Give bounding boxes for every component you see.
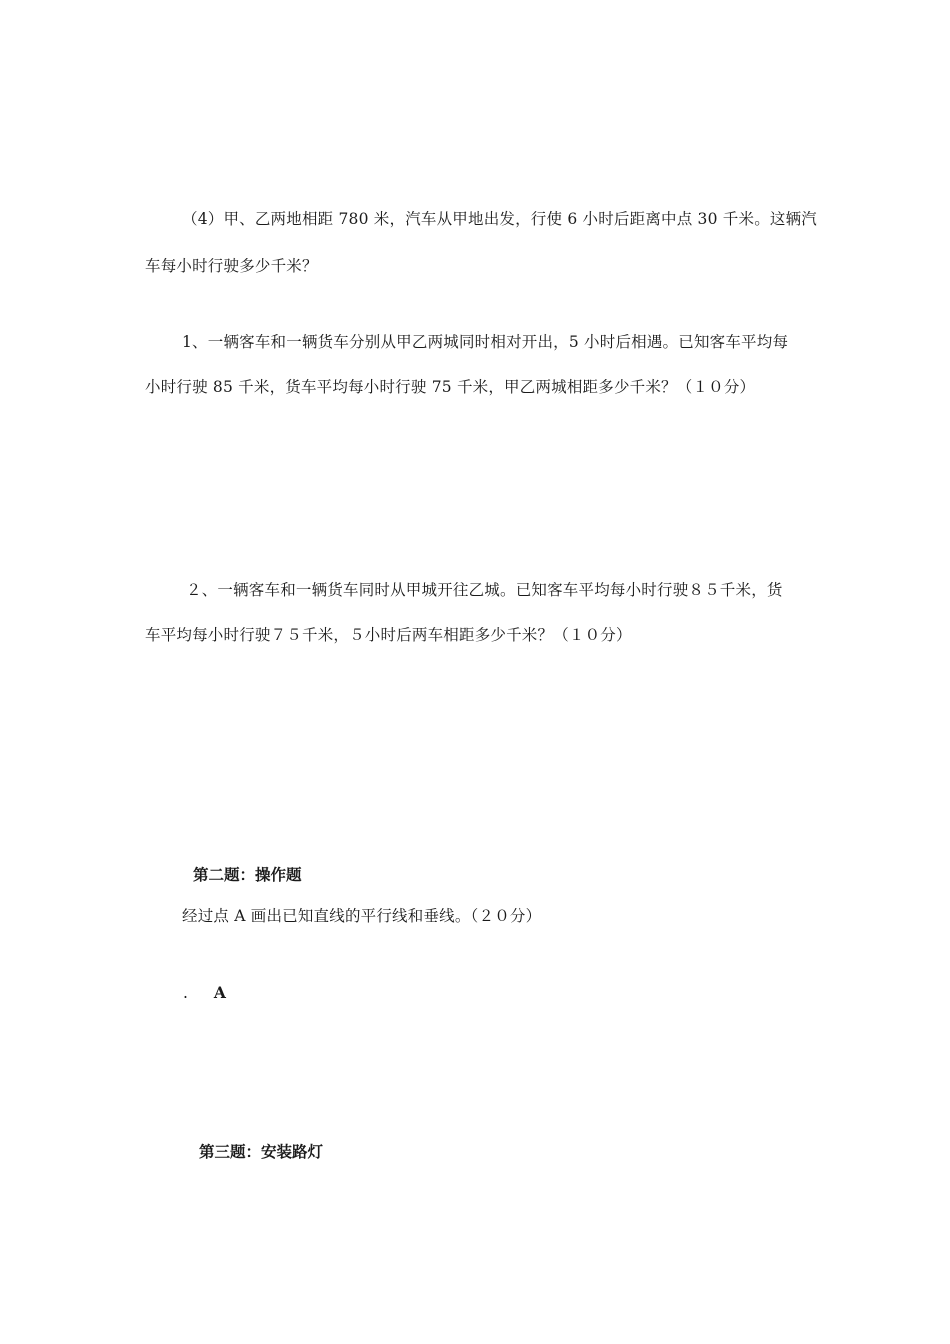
- problem-2-line-2: 车平均每小时行驶７５千米，５小时后两车相距多少千米？（１０分）: [145, 626, 632, 644]
- problem-1-line-1: 1、一辆客车和一辆货车分别从甲乙两城同时相对开出，5 小时后相遇。已知客车平均每: [182, 333, 789, 351]
- point-a-dot: .: [183, 984, 188, 1002]
- point-a-label: A: [213, 983, 226, 1002]
- section-2-title: 第二题：操作题: [193, 865, 302, 884]
- problem-1-line-2: 小时行驶 85 千米，货车平均每小时行驶 75 千米，甲乙两城相距多少千米？（１０分）: [145, 378, 756, 396]
- section-2-instruction: 经过点 A 画出已知直线的平行线和垂线。（２０分）: [182, 907, 542, 925]
- problem-4-line-2: 车每小时行驶多少千米？: [145, 257, 318, 275]
- problem-4-line-1: （4）甲、乙两地相距 780 米，汽车从甲地出发，行使 6 小时后距离中点 30 千米。这辆汽: [182, 210, 817, 228]
- point-a-marker: [183, 983, 226, 1003]
- section-3-title: 第三题：安装路灯: [199, 1142, 324, 1161]
- problem-2-line-1: ２、一辆客车和一辆货车同时从甲城开往乙城。已知客车平均每小时行驶８５千米，货: [186, 581, 783, 599]
